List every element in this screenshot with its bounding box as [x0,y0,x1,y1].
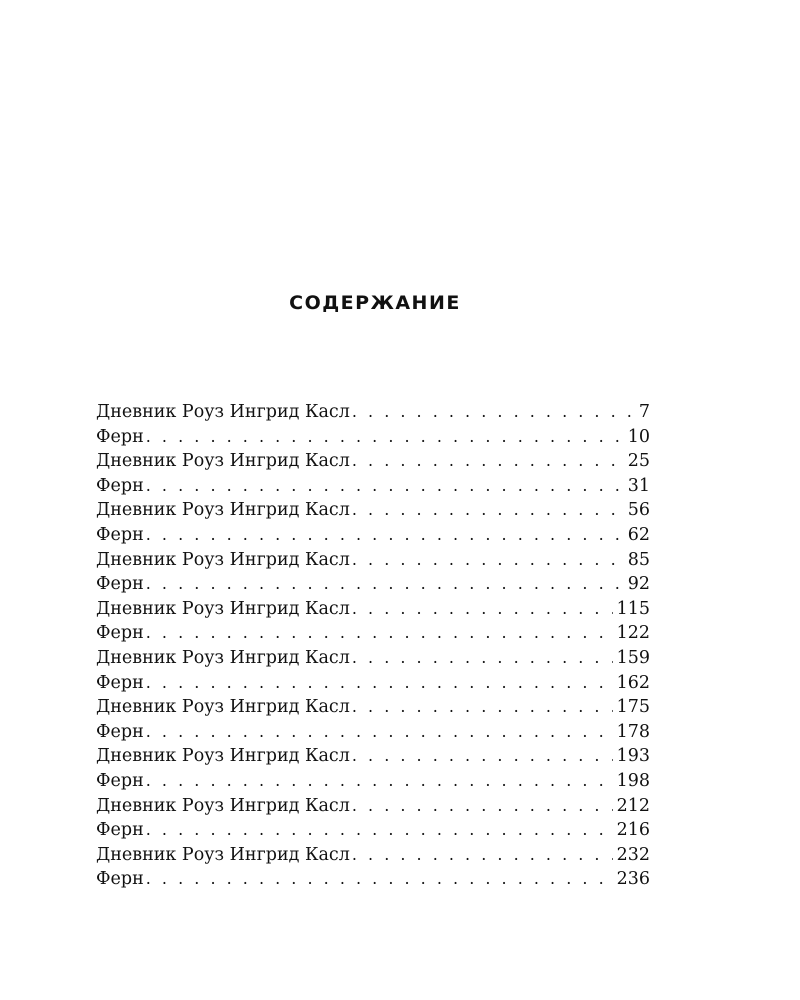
toc-entry-label: Дневник Роуз Ингрид Касл [96,549,350,570]
toc-entry-page-number: 216 [616,820,650,841]
toc-entry-label: Дневник Роуз Ингрид Касл [96,697,350,718]
toc-entry-page-number: 92 [627,574,650,595]
toc-entry-page-number: 198 [616,770,650,791]
dot-leader [352,794,613,819]
toc-entry-label: Ферн [96,770,144,791]
toc-entry-page-number: 7 [638,402,650,422]
dot-leader [146,474,624,499]
dot-leader [352,400,635,425]
toc-entry-label: Ферн [96,623,144,644]
toc-entry [96,400,650,425]
toc-entry-label: Ферн [96,475,144,496]
dot-leader [352,646,613,671]
toc-entry-label: Дневник Роуз Ингрид Касл [96,451,350,472]
toc-entry [96,843,650,868]
toc-entry-label: Дневник Роуз Ингрид Касл [96,844,350,865]
dot-leader [146,720,613,745]
toc-entry [96,695,650,720]
dot-leader [146,572,624,597]
toc-entry-page-number: 85 [627,549,650,570]
toc-entry [96,597,650,622]
toc-entry-label: Дневник Роуз Ингрид Касл [96,402,350,422]
toc-entry-label: Ферн [96,426,144,447]
toc-entry [96,744,650,769]
toc-entry-label: Дневник Роуз Ингрид Касл [96,746,350,767]
toc-entry-label: Ферн [96,869,144,890]
dot-leader [146,671,613,696]
toc-entry-label: Ферн [96,721,144,742]
dot-leader [146,867,613,892]
toc-entry-page-number: 162 [616,672,650,693]
toc-entry [96,646,650,671]
toc-entry-page-number: 56 [627,500,650,521]
toc-entry-page-number: 25 [627,451,650,472]
dot-leader [352,597,613,622]
toc-entry-label: Ферн [96,524,144,545]
toc-entry-page-number: 62 [627,524,650,545]
dot-leader [146,523,624,548]
table-of-contents [96,400,650,892]
toc-entry-page-number: 115 [616,598,650,619]
dot-leader [352,843,613,868]
toc-entry-page-number: 236 [616,869,650,890]
toc-entry-page-number: 31 [627,475,650,496]
toc-entry [96,794,650,819]
dot-leader [352,498,624,523]
toc-entry [96,867,650,892]
toc-title: СОДЕРЖАНИЕ [289,292,461,314]
toc-entry [96,523,650,548]
dot-leader [146,818,613,843]
toc-entry-label: Дневник Роуз Ингрид Касл [96,795,350,816]
toc-entry-page-number: 193 [616,746,650,767]
toc-entry-page-number: 175 [616,697,650,718]
toc-entry-label: Дневник Роуз Ингрид Касл [96,647,350,668]
toc-entry-label: Дневник Роуз Ингрид Касл [96,500,350,521]
toc-entry-label: Ферн [96,820,144,841]
dot-leader [146,769,613,794]
toc-entry-page-number: 212 [616,795,650,816]
toc-entry-page-number: 10 [627,426,650,447]
toc-entry [96,449,650,474]
dot-leader [146,621,613,646]
toc-entry-label: Дневник Роуз Ингрид Касл [96,598,350,619]
toc-entry-page-number: 232 [616,844,650,865]
toc-entry [96,474,650,499]
dot-leader [352,695,613,720]
toc-entry [96,769,650,794]
dot-leader [352,449,624,474]
toc-entry-page-number: 122 [616,623,650,644]
toc-entry [96,425,650,450]
toc-entry [96,671,650,696]
dot-leader [352,548,624,573]
toc-entry-label: Ферн [96,672,144,693]
toc-entry [96,548,650,573]
toc-entry [96,572,650,597]
toc-entry [96,818,650,843]
toc-entry-label: Ферн [96,574,144,595]
toc-entry [96,720,650,745]
toc-entry-page-number: 159 [616,647,650,668]
dot-leader [146,425,624,450]
dot-leader [352,744,613,769]
toc-entry [96,621,650,646]
toc-entry [96,498,650,523]
toc-entry-page-number: 178 [616,721,650,742]
